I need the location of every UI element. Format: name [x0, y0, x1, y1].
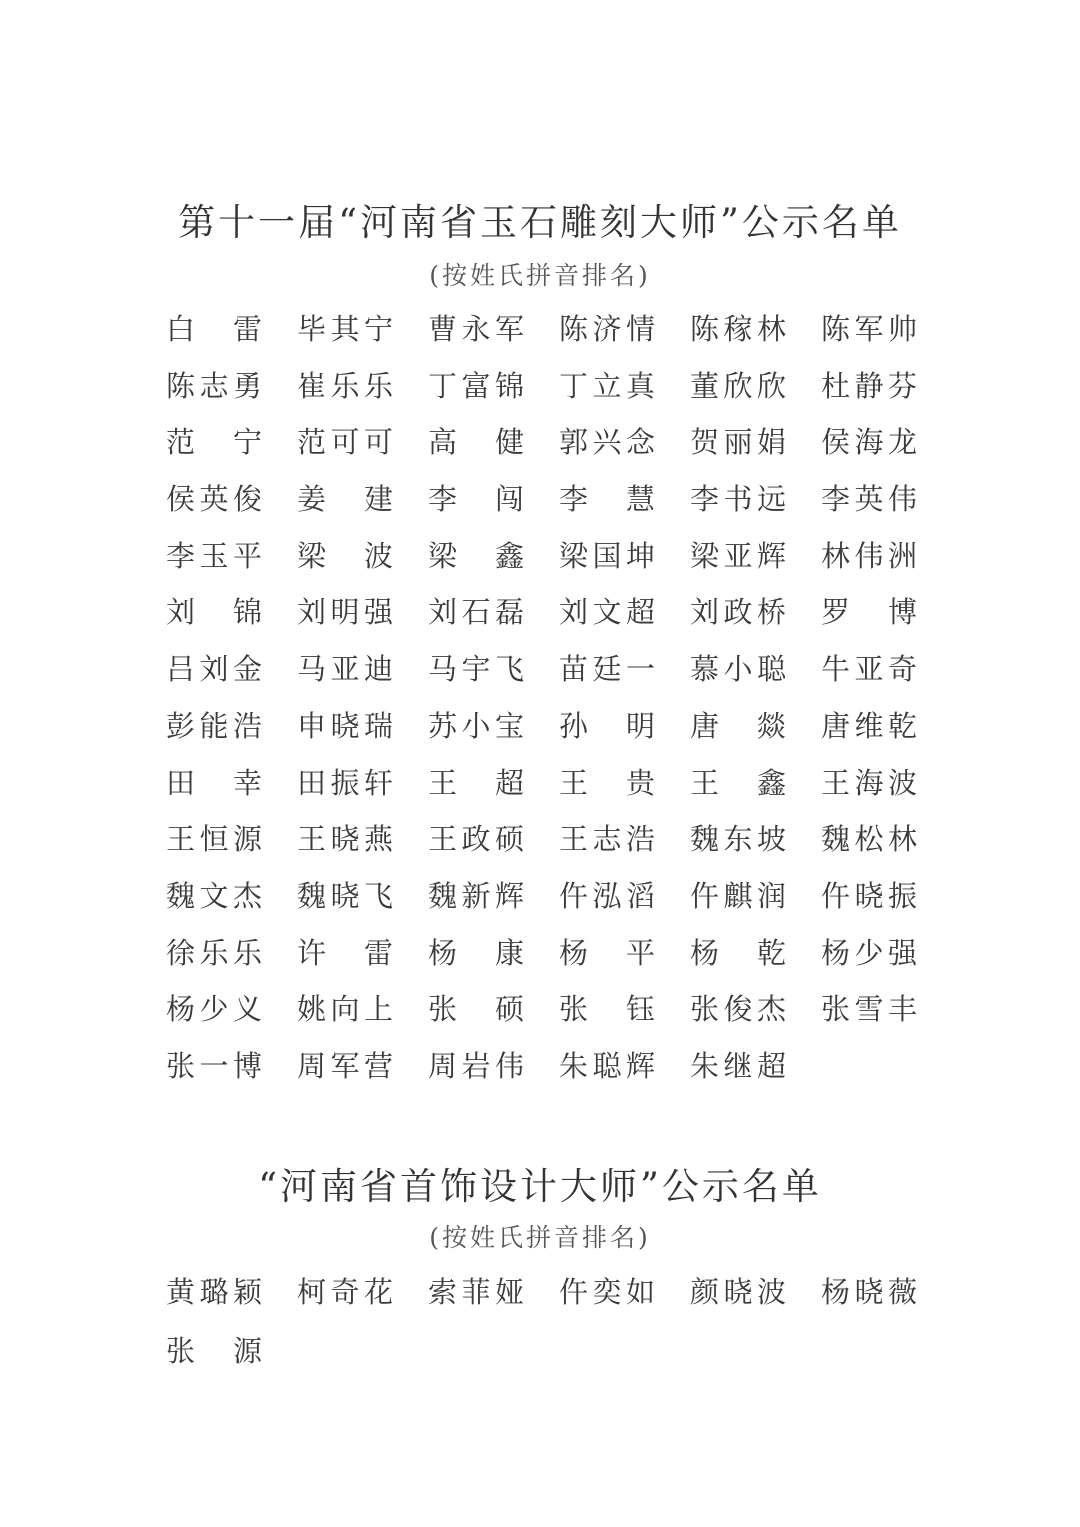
name-entry: 柯 奇 花	[297, 1275, 393, 1309]
name-entry: 丁 立 真	[559, 368, 655, 403]
name-entry: 苏 小 宝	[428, 708, 524, 743]
name-entry: 王 志 浩	[559, 822, 655, 857]
name-entry: 高 健	[428, 425, 524, 460]
jewelry-design-masters-list	[166, 1274, 956, 1392]
name-entry: 杨 少 强	[821, 935, 917, 970]
name-entry: 陈 军 帅	[821, 312, 917, 346]
name-entry: 徐 乐 乐	[166, 935, 262, 970]
name-entry: 杜 静 芬	[821, 368, 917, 403]
name-entry: 毕 其 宁	[297, 312, 393, 346]
name-entry: 张 源	[166, 1334, 262, 1368]
name-entry: 白 雷	[166, 312, 262, 346]
name-entry: 范 可 可	[297, 425, 393, 460]
name-entry: 姜 建	[297, 482, 393, 517]
name-entry: 魏 文 杰	[166, 878, 262, 913]
name-entry: 李 英 伟	[821, 482, 917, 517]
jade-carving-masters-title: 第十一届“河南省玉石雕刻大师”公示名单	[178, 201, 902, 244]
name-entry: 刘 政 桥	[690, 595, 786, 630]
name-entry: 孙 明	[559, 708, 655, 743]
name-entry: 刘 锦	[166, 595, 262, 630]
name-entry: 林 伟 洲	[821, 538, 917, 573]
jade-carving-masters-subtitle: (按姓氏拼音排名)	[429, 261, 651, 290]
name-entry: 梁 鑫	[428, 538, 524, 573]
name-entry: 朱 继 超	[690, 1048, 786, 1083]
name-entry: 陈 志 勇	[166, 368, 262, 403]
name-entry: 侯 海 龙	[821, 425, 917, 460]
name-entry: 王 贵	[559, 765, 655, 800]
name-entry: 申 晓 瑞	[297, 708, 393, 743]
name-entry: 侯 英 俊	[166, 482, 262, 517]
name-entry: 苗 廷 一	[559, 652, 655, 687]
name-entry: 彭 能 浩	[166, 708, 262, 743]
name-entry: 李 书 远	[690, 482, 786, 517]
name-entry: 王 晓 燕	[297, 822, 393, 857]
name-entry: 刘 文 超	[559, 595, 655, 630]
name-entry: 张 钰	[559, 992, 655, 1027]
name-entry: 周 军 营	[297, 1048, 393, 1083]
name-entry: 杨 康	[428, 935, 524, 970]
name-entry: 张 硕	[428, 992, 524, 1027]
jewelry-design-masters-subtitle: (按姓氏拼音排名)	[429, 1223, 651, 1252]
name-entry: 慕 小 聪	[690, 652, 786, 687]
name-entry: 崔 乐 乐	[297, 368, 393, 403]
name-entry: 朱 聪 辉	[559, 1048, 655, 1083]
name-entry: 陈 稼 林	[690, 312, 786, 346]
name-entry: 董 欣 欣	[690, 368, 786, 403]
name-entry: 李 玉 平	[166, 538, 262, 573]
name-entry: 魏 东 坡	[690, 822, 786, 857]
name-entry: 张 一 博	[166, 1048, 262, 1083]
name-entry: 索 菲 娅	[428, 1275, 524, 1309]
name-entry: 罗 博	[821, 595, 917, 630]
name-entry: 唐 燚	[690, 708, 786, 743]
name-entry: 田 振 轩	[297, 765, 393, 800]
name-entry: 魏 晓 飞	[297, 878, 393, 913]
name-entry: 陈 济 情	[559, 312, 655, 346]
name-entry: 李 闯	[428, 482, 524, 517]
name-entry: 周 岩 伟	[428, 1048, 524, 1083]
name-entry: 丁 富 锦	[428, 368, 524, 403]
name-entry: 仵 奕 如	[559, 1275, 655, 1309]
name-entry: 梁 亚 辉	[690, 538, 786, 573]
name-entry: 魏 松 林	[821, 822, 917, 857]
name-entry: 颜 晓 波	[690, 1275, 786, 1309]
name-entry: 王 超	[428, 765, 524, 800]
name-entry: 梁 国 坤	[559, 538, 655, 573]
name-entry: 王 政 硕	[428, 822, 524, 857]
name-entry: 刘 石 磊	[428, 595, 524, 630]
name-entry: 王 海 波	[821, 765, 917, 800]
name-entry: 仵 晓 振	[821, 878, 917, 913]
name-entry: 马 亚 迪	[297, 652, 393, 687]
name-entry: 牛 亚 奇	[821, 652, 917, 687]
name-entry: 仵 泓 滔	[559, 878, 655, 913]
name-entry: 杨 晓 薇	[821, 1275, 917, 1309]
jewelry-design-masters-title: “河南省首饰设计大师”公示名单	[258, 1165, 822, 1208]
name-entry: 刘 明 强	[297, 595, 393, 630]
name-entry: 王 鑫	[690, 765, 786, 800]
name-entry: 唐 维 乾	[821, 708, 917, 743]
name-entry: 许 雷	[297, 935, 393, 970]
name-entry: 郭 兴 念	[559, 425, 655, 460]
name-entry: 姚 向 上	[297, 992, 393, 1027]
name-entry: 杨 乾	[690, 935, 786, 970]
name-entry: 王 恒 源	[166, 822, 262, 857]
name-entry: 吕 刘 金	[166, 652, 262, 687]
name-entry: 张 俊 杰	[690, 992, 786, 1027]
name-entry: 杨 少 义	[166, 992, 262, 1027]
name-entry: 张 雪 丰	[821, 992, 917, 1027]
name-entry: 田 幸	[166, 765, 262, 800]
name-entry: 仵 麒 润	[690, 878, 786, 913]
name-entry: 黄 璐 颖	[166, 1275, 262, 1309]
jade-carving-masters-list	[166, 311, 956, 1105]
name-entry: 范 宁	[166, 425, 262, 460]
name-entry: 杨 平	[559, 935, 655, 970]
name-entry: 魏 新 辉	[428, 878, 524, 913]
name-entry: 梁 波	[297, 538, 393, 573]
name-entry: 曹 永 军	[428, 312, 524, 346]
name-entry: 李 慧	[559, 482, 655, 517]
name-entry: 贺 丽 娟	[690, 425, 786, 460]
name-entry: 马 宇 飞	[428, 652, 524, 687]
